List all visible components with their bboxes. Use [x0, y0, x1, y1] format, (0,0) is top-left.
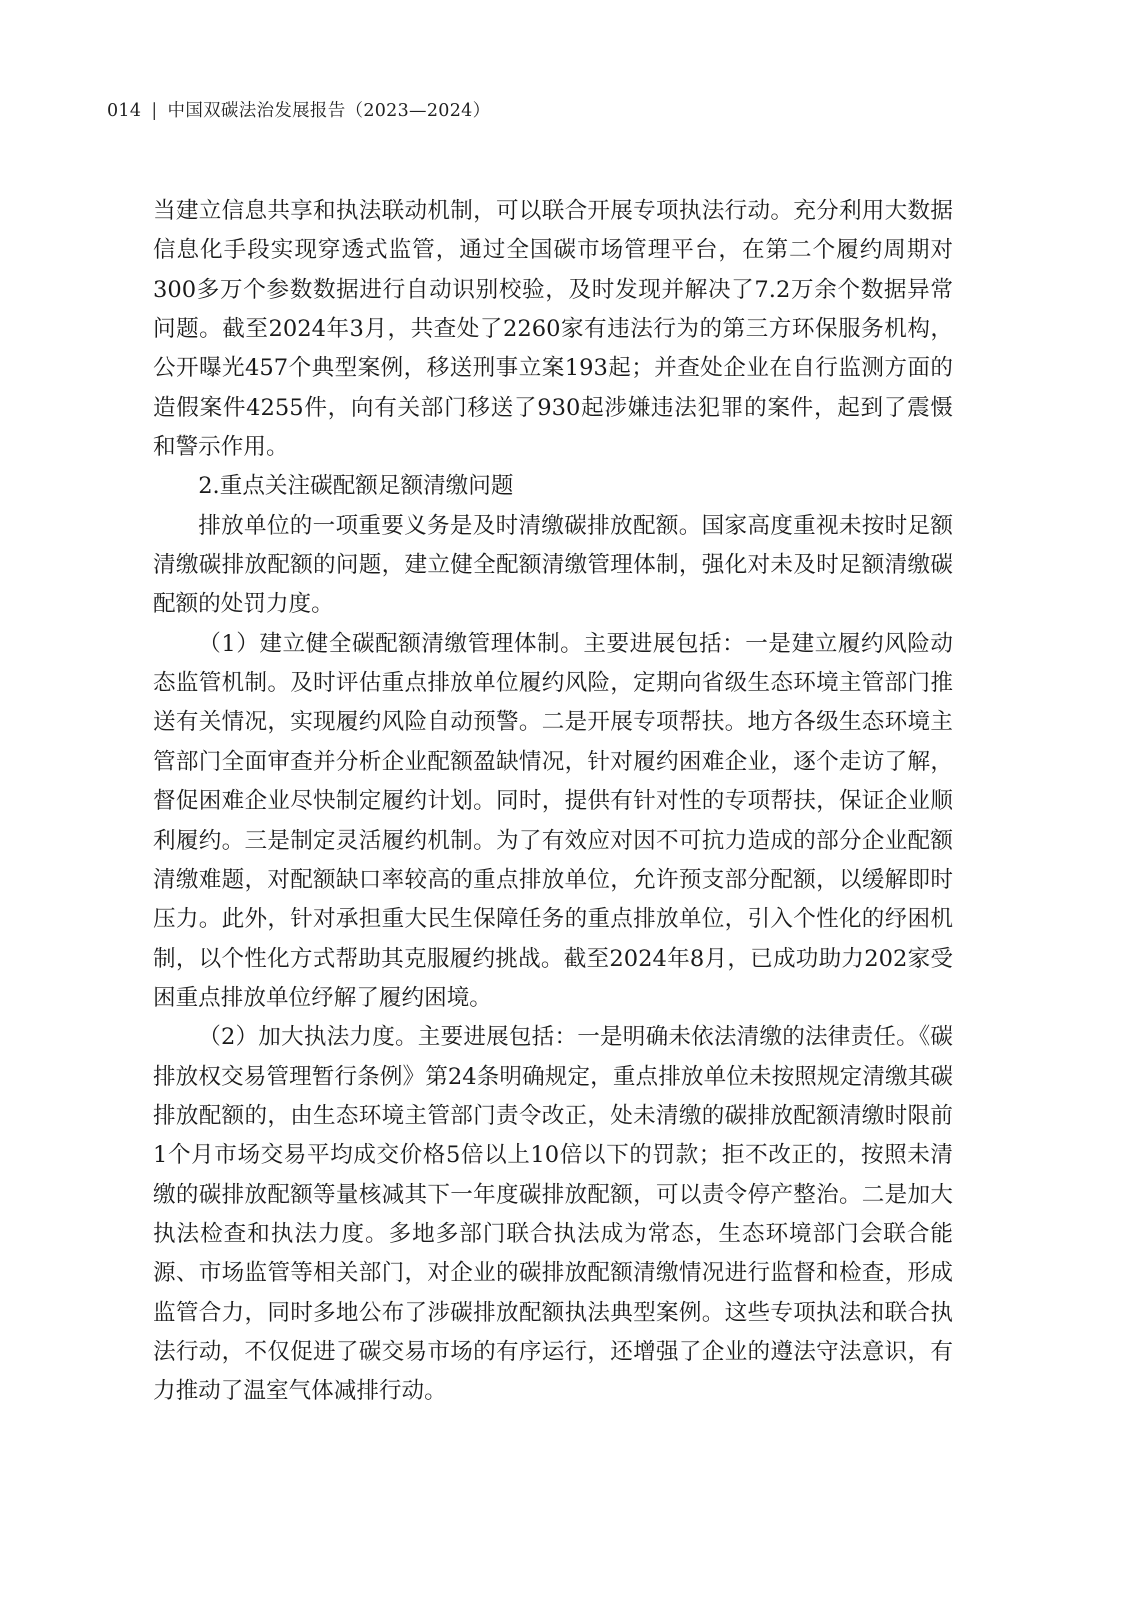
paragraph-continued: 当建立信息共享和执法联动机制，可以联合开展专项执法行动。充分利用大数据信息化手段实现穿透式监管，通过全国碳市场管理平台，在第二个履约周期对300多万个参数数据进行自动识别校验，及时发现并解决了7.2万余个数据异常问题。截至2024年3月，共查处了2260家有违法行为的第三方环保服务机构，公开曝光457个典型案例，移送刑事立案193起；并查处企业在自行监测方面的造假案件4255件，向有关部门移送了930起涉嫌违法犯罪的案件，起到了震慑和警示作用。 [153, 198, 953, 461]
running-header [107, 97, 490, 122]
header-separator: | [151, 101, 158, 121]
section-heading: 2.重点关注碳配额足额清缴问题 [198, 473, 514, 500]
paragraph: （2）加大执法力度。主要进展包括：一是明确未依法清缴的法律责任。《碳排放权交易管理暂行条例》第24条明确规定，重点排放单位未按照规定清缴其碳排放配额的，由生态环境主管部门责令改正，处未清缴的碳排放配额清缴时限前1个月市场交易平均成交价格5倍以上10倍以下的罚款；拒不改正的，按照未清缴的碳排放配额等量核减其下一年度碳排放配额，可以责令停产整治。二是加大执法检查和执法力度。多地多部门联合执法成为常态，生态环境部门会联合能源、市场监管等相关部门，对企业的碳排放配额清缴情况进行监督和检查，形成监管合力，同时多地公布了涉碳排放配额执法典型案例。这些专项执法和联合执法行动，不仅促进了碳交易市场的有序运行，还增强了企业的遵法守法意识，有力推动了温室气体减排行动。 [153, 1024, 953, 1405]
page-number: 014 [107, 101, 142, 121]
body-text [153, 192, 953, 1412]
paragraph: （1）建立健全碳配额清缴管理体制。主要进展包括：一是建立履约风险动态监管机制。及时评估重点排放单位履约风险，定期向省级生态环境主管部门推送有关情况，实现履约风险自动预警。二是开展专项帮扶。地方各级生态环境主管部门全面审查并分析企业配额盈缺情况，针对履约困难企业，逐个走访了解，督促困难企业尽快制定履约计划。同时，提供有针对性的专项帮扶，保证企业顺利履约。三是制定灵活履约机制。为了有效应对因不可抗力造成的部分企业配额清缴难题，对配额缺口率较高的重点排放单位，允许预支部分配额，以缓解即时压力。此外，针对承担重大民生保障任务的重点排放单位，引入个性化的纾困机制，以个性化方式帮助其克服履约挑战。截至2024年8月，已成功助力202家受困重点排放单位纾解了履约困境。 [153, 630, 953, 1011]
paragraph: 排放单位的一项重要义务是及时清缴碳排放配额。国家高度重视未按时足额清缴碳排放配额的问题，建立健全配额清缴管理体制，强化对未及时足额清缴碳配额的处罚力度。 [153, 512, 953, 618]
book-title: 中国双碳法治发展报告（2023—2024） [167, 101, 491, 121]
